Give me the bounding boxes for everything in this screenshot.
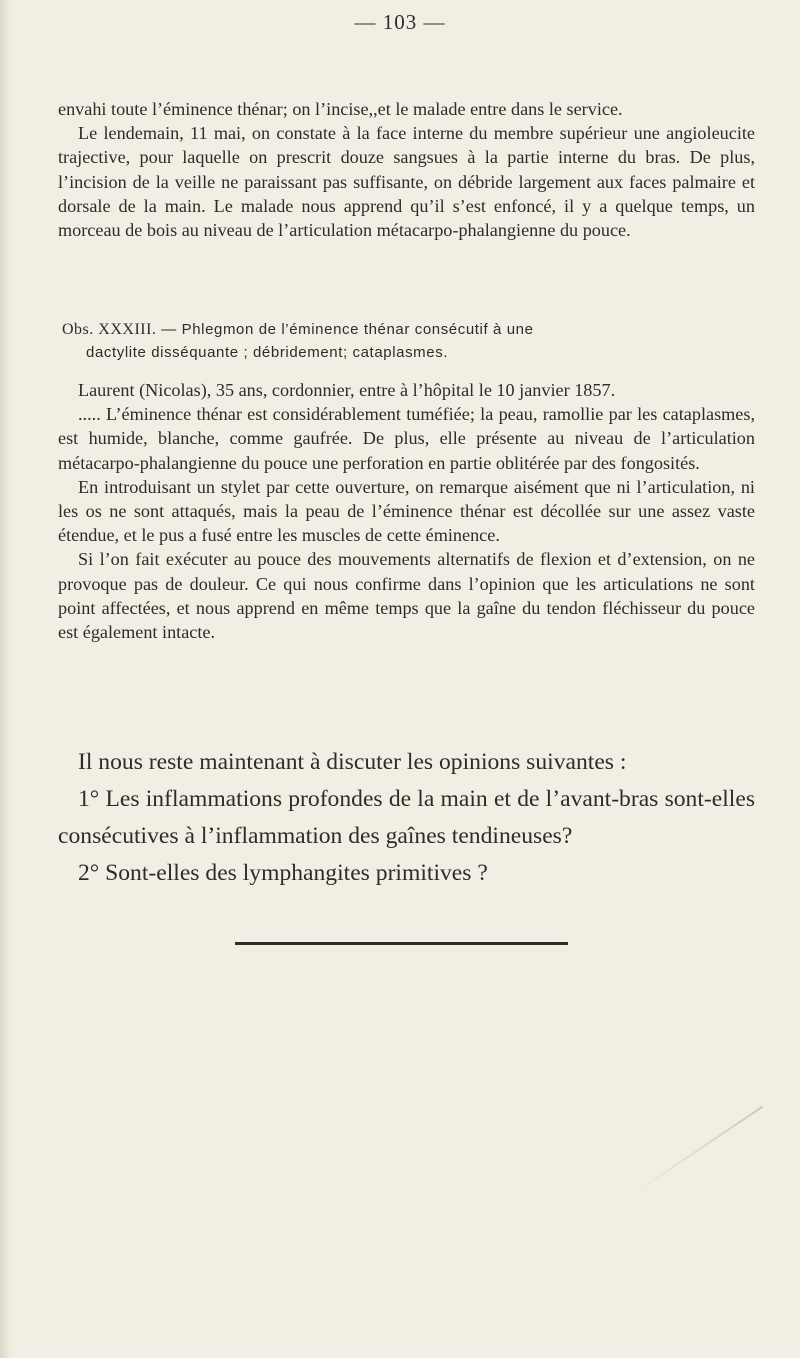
discussion-intro: Il nous reste maintenant à discuter les opinions suivantes :: [78, 749, 627, 775]
section-divider-rule: [235, 942, 568, 945]
page-edge-shadow: [0, 0, 14, 1358]
discussion-question-1: 1° Les inflammations profondes de la main et de l’avant-bras sont-elles consécutives à l’inflammation des gaînes tendineuses?: [58, 786, 755, 849]
case-paragraph-3: En introduisant un stylet par cette ouverture, on remarque aisément que ni l’articulation, ni les os ne sont attaqués, mais la peau de l’éminence thénar est décollée sur une assez vaste étendue, et le pus a fusé entre les muscles de cette éminence.: [58, 476, 755, 546]
page-number: — 103 —: [354, 10, 446, 34]
discussion-section: [58, 744, 755, 892]
case-paragraph-2: ..... L’éminence thénar est considérablement tuméfiée; la peau, ramollie par les cataplasmes, est humide, blanche, comme gaufrée. De plus, elle présente au niveau de l’articulation métacarpo-phalangienne du pouce une perforation en partie oblitérée par des fongosités.: [58, 404, 755, 473]
case-paragraph-4: Si l’on fait exécuter au pouce des mouvements alternatifs de flexion et d’extension, on ne provoque pas de douleur. Ce qui nous confirme dans l’opinion que les articulations ne sont point affectées, et nous apprend en même temps que la gaîne du tendon fléchisseur du pouce est également intacte.: [58, 549, 755, 643]
observation-title-line-1: [62, 318, 752, 341]
intro-paragraph-2: Le lendemain, 11 mai, on constate à la face interne du membre supérieur une angioleucite trajective, pour laquelle on prescrit douze sangsues à la partie interne du bras. De plus, l’incision de la veille ne paraissant pas suffisante, on débride largement aux faces palmaire et dorsale de la main. Le malade nous apprend qu’il s’est enfoncé, il y a quelque temps, un morceau de bois au niveau de l’articulation métacarpo-phalangienne du pouce.: [58, 123, 755, 241]
intro-section: [58, 97, 755, 242]
intro-paragraph-1: envahi toute l’éminence thénar; on l’incise,,et le malade entre dans le service.: [58, 99, 623, 119]
observation-label: Obs. XXXIII.: [62, 321, 157, 338]
discussion-question-2: 2° Sont-elles des lymphangites primitives ?: [78, 860, 488, 886]
case-paragraph-1: Laurent (Nicolas), 35 ans, cordonnier, entre à l’hôpital le 10 janvier 1857.: [78, 380, 616, 400]
case-section: [58, 378, 755, 644]
observation-heading: [62, 318, 752, 364]
observation-title-part-1: — Phlegmon de l’éminence thénar consécutif à une: [161, 321, 534, 338]
observation-title-line-2: dactylite disséquante ; débridement; cataplasmes.: [86, 344, 449, 361]
paper-mark: [629, 1106, 763, 1197]
